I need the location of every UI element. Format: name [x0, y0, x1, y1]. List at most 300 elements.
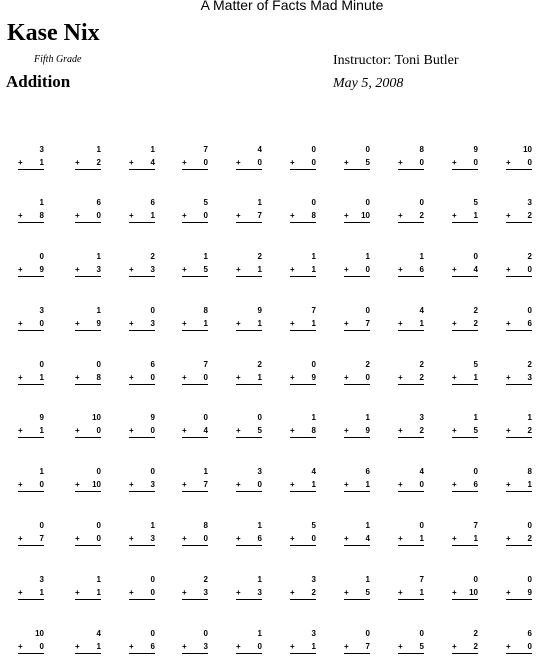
- addition-problem: [506, 145, 532, 170]
- answer-rule: [18, 384, 44, 385]
- addend-bottom-line: [18, 264, 44, 275]
- addend-bottom-line: [18, 318, 44, 329]
- plus-operator: +: [75, 642, 80, 651]
- addend-bottom-line: [129, 587, 155, 598]
- addend-top: 0: [150, 575, 155, 584]
- plus-operator: +: [290, 319, 295, 328]
- addition-problem: [129, 575, 155, 600]
- addend-top: 1: [96, 575, 101, 584]
- addend-bottom: 1: [257, 319, 262, 328]
- addend-bottom-line: [182, 641, 208, 652]
- addend-bottom-line: [75, 210, 101, 221]
- answer-rule: [182, 437, 208, 438]
- addend-bottom: 1: [96, 588, 101, 597]
- addend-bottom: 1: [311, 480, 316, 489]
- addition-problem: [182, 521, 208, 546]
- addend-top: 7: [203, 360, 208, 369]
- addition-problem: [182, 145, 208, 170]
- answer-rule: [236, 276, 262, 277]
- plus-operator: +: [18, 319, 23, 328]
- addend-bottom: 0: [150, 426, 155, 435]
- plus-operator: +: [236, 265, 241, 274]
- addend-top: 2: [419, 360, 424, 369]
- plus-operator: +: [344, 426, 349, 435]
- addend-bottom-line: [290, 318, 316, 329]
- answer-rule: [506, 169, 532, 170]
- addend-bottom: 1: [203, 319, 208, 328]
- addition-problem: [236, 575, 262, 600]
- answer-rule: [129, 545, 155, 546]
- addition-problem: [290, 629, 316, 654]
- addition-problem: [182, 629, 208, 654]
- addend-top: 7: [203, 145, 208, 154]
- answer-rule: [290, 599, 316, 600]
- answer-rule: [129, 437, 155, 438]
- answer-rule: [398, 276, 424, 277]
- addition-problem: [129, 306, 155, 331]
- plus-operator: +: [506, 588, 511, 597]
- addend-bottom-line: [452, 157, 478, 168]
- plus-operator: +: [344, 588, 349, 597]
- addend-top: 8: [419, 145, 424, 154]
- plus-operator: +: [182, 373, 187, 382]
- addend-top: 3: [257, 467, 262, 476]
- addition-problem: [290, 198, 316, 223]
- addend-bottom-line: [344, 264, 370, 275]
- answer-rule: [236, 222, 262, 223]
- addition-problem: [182, 360, 208, 385]
- addition-problem: [129, 360, 155, 385]
- plus-operator: +: [129, 373, 134, 382]
- addend-bottom: 0: [473, 158, 478, 167]
- addend-bottom-line: [182, 533, 208, 544]
- answer-rule: [398, 545, 424, 546]
- answer-rule: [344, 491, 370, 492]
- addend-bottom-line: [344, 533, 370, 544]
- addend-bottom-line: [236, 641, 262, 652]
- addend-bottom-line: [182, 372, 208, 383]
- addend-bottom: 7: [257, 211, 262, 220]
- plus-operator: +: [75, 426, 80, 435]
- answer-rule: [18, 169, 44, 170]
- plus-operator: +: [506, 158, 511, 167]
- addend-top: 10: [523, 145, 532, 154]
- answer-rule: [236, 545, 262, 546]
- addend-bottom: 8: [39, 211, 44, 220]
- addition-problem: [452, 629, 478, 654]
- plus-operator: +: [236, 642, 241, 651]
- addend-bottom: 0: [39, 480, 44, 489]
- addend-top: 0: [365, 198, 370, 207]
- addition-problem: [75, 252, 101, 277]
- addend-bottom-line: [129, 210, 155, 221]
- addition-problem: [344, 306, 370, 331]
- plus-operator: +: [75, 265, 80, 274]
- addend-top: 2: [527, 360, 532, 369]
- answer-rule: [129, 276, 155, 277]
- answer-rule: [75, 599, 101, 600]
- addend-top: 3: [527, 198, 532, 207]
- addend-bottom-line: [75, 641, 101, 652]
- addend-bottom-line: [290, 372, 316, 383]
- addend-bottom-line: [182, 425, 208, 436]
- addend-top: 9: [473, 145, 478, 154]
- addition-problem: [290, 413, 316, 438]
- plus-operator: +: [236, 426, 241, 435]
- answer-rule: [290, 437, 316, 438]
- answer-rule: [18, 653, 44, 654]
- addend-bottom: 0: [203, 158, 208, 167]
- addition-problem: [18, 467, 44, 492]
- addend-bottom-line: [398, 425, 424, 436]
- addend-top: 0: [311, 198, 316, 207]
- plus-operator: +: [290, 588, 295, 597]
- addend-top: 1: [257, 521, 262, 530]
- addition-problem: [236, 360, 262, 385]
- addend-top: 2: [150, 252, 155, 261]
- addend-bottom: 6: [257, 534, 262, 543]
- addition-problem: [182, 306, 208, 331]
- addition-problem: [506, 198, 532, 223]
- answer-rule: [290, 222, 316, 223]
- addition-problem: [18, 198, 44, 223]
- plus-operator: +: [18, 426, 23, 435]
- addend-bottom: 0: [203, 373, 208, 382]
- addend-top: 0: [419, 198, 424, 207]
- addend-bottom-line: [344, 372, 370, 383]
- addend-bottom: 1: [39, 426, 44, 435]
- addend-bottom: 1: [473, 373, 478, 382]
- addend-bottom-line: [398, 264, 424, 275]
- answer-rule: [18, 330, 44, 331]
- addition-problem: [18, 145, 44, 170]
- plus-operator: +: [182, 480, 187, 489]
- plus-operator: +: [182, 588, 187, 597]
- addend-bottom-line: [506, 157, 532, 168]
- answer-rule: [290, 169, 316, 170]
- addend-bottom: 3: [150, 265, 155, 274]
- answer-rule: [129, 491, 155, 492]
- addition-problem: [398, 413, 424, 438]
- answer-rule: [18, 437, 44, 438]
- addend-bottom: 4: [473, 265, 478, 274]
- answer-rule: [452, 330, 478, 331]
- addition-problem: [344, 145, 370, 170]
- answer-rule: [182, 222, 208, 223]
- addend-top: 3: [311, 629, 316, 638]
- answer-rule: [452, 276, 478, 277]
- addend-bottom: 7: [365, 642, 370, 651]
- addition-problem: [129, 521, 155, 546]
- addend-top: 6: [150, 360, 155, 369]
- addition-problem: [506, 360, 532, 385]
- answer-rule: [182, 491, 208, 492]
- addend-top: 0: [96, 360, 101, 369]
- addend-bottom-line: [452, 533, 478, 544]
- answer-rule: [452, 437, 478, 438]
- addend-bottom: 0: [150, 373, 155, 382]
- addition-problem: [344, 467, 370, 492]
- addition-problem: [452, 198, 478, 223]
- addend-bottom-line: [452, 264, 478, 275]
- answer-rule: [129, 169, 155, 170]
- addend-bottom: 0: [203, 211, 208, 220]
- plus-operator: +: [236, 211, 241, 220]
- answer-rule: [129, 384, 155, 385]
- addition-problem: [344, 575, 370, 600]
- addend-bottom: 0: [311, 158, 316, 167]
- addend-bottom: 1: [39, 158, 44, 167]
- addition-problem: [290, 521, 316, 546]
- addend-top: 9: [257, 306, 262, 315]
- plus-operator: +: [18, 158, 23, 167]
- plus-operator: +: [182, 642, 187, 651]
- addend-bottom: 3: [150, 534, 155, 543]
- addition-problem: [18, 306, 44, 331]
- addition-problem: [236, 521, 262, 546]
- addend-top: 0: [365, 306, 370, 315]
- addend-bottom: 2: [419, 211, 424, 220]
- addend-top: 0: [150, 467, 155, 476]
- plus-operator: +: [452, 158, 457, 167]
- answer-rule: [129, 222, 155, 223]
- addition-problem: [182, 413, 208, 438]
- addend-top: 4: [419, 467, 424, 476]
- addend-bottom: 1: [419, 588, 424, 597]
- addend-bottom-line: [75, 425, 101, 436]
- plus-operator: +: [129, 642, 134, 651]
- plus-operator: +: [75, 588, 80, 597]
- addition-problem: [398, 198, 424, 223]
- addition-problem: [452, 360, 478, 385]
- plus-operator: +: [129, 265, 134, 274]
- addend-top: 8: [203, 521, 208, 530]
- answer-rule: [236, 653, 262, 654]
- answer-rule: [452, 599, 478, 600]
- addition-problem: [506, 413, 532, 438]
- addition-problem: [75, 413, 101, 438]
- addend-bottom-line: [452, 587, 478, 598]
- addend-bottom-line: [75, 318, 101, 329]
- addend-top: 0: [203, 413, 208, 422]
- addend-top: 1: [365, 413, 370, 422]
- addition-problem: [75, 306, 101, 331]
- addend-bottom-line: [506, 533, 532, 544]
- answer-rule: [506, 276, 532, 277]
- plus-operator: +: [75, 319, 80, 328]
- addend-bottom-line: [398, 210, 424, 221]
- plus-operator: +: [398, 265, 403, 274]
- addend-bottom-line: [182, 210, 208, 221]
- answer-rule: [236, 169, 262, 170]
- answer-rule: [75, 169, 101, 170]
- addition-problem: [75, 145, 101, 170]
- addend-top: 0: [96, 467, 101, 476]
- answer-rule: [398, 491, 424, 492]
- addend-bottom-line: [129, 533, 155, 544]
- answer-rule: [398, 599, 424, 600]
- addend-top: 1: [257, 629, 262, 638]
- answer-rule: [344, 222, 370, 223]
- addend-top: 1: [419, 252, 424, 261]
- answer-rule: [236, 491, 262, 492]
- addend-bottom-line: [290, 157, 316, 168]
- addend-top: 2: [365, 360, 370, 369]
- addend-bottom-line: [236, 533, 262, 544]
- addition-problem: [344, 252, 370, 277]
- addition-problem: [506, 575, 532, 600]
- addend-top: 7: [473, 521, 478, 530]
- addend-bottom-line: [236, 587, 262, 598]
- answer-rule: [344, 384, 370, 385]
- plus-operator: +: [398, 319, 403, 328]
- addend-bottom-line: [398, 587, 424, 598]
- addend-bottom-line: [398, 533, 424, 544]
- addend-bottom: 1: [419, 319, 424, 328]
- addend-bottom-line: [18, 425, 44, 436]
- addend-top: 10: [92, 413, 101, 422]
- answer-rule: [398, 653, 424, 654]
- addend-top: 3: [39, 575, 44, 584]
- addend-top: 4: [419, 306, 424, 315]
- addition-problem: [75, 629, 101, 654]
- answer-rule: [398, 222, 424, 223]
- site-title: A Matter of Facts Mad Minute: [200, 0, 384, 13]
- addend-bottom: 0: [365, 265, 370, 274]
- addend-top: 0: [365, 629, 370, 638]
- addend-top: 1: [96, 252, 101, 261]
- addend-bottom-line: [236, 318, 262, 329]
- addend-bottom-line: [236, 479, 262, 490]
- plus-operator: +: [75, 480, 80, 489]
- addend-bottom-line: [344, 157, 370, 168]
- answer-rule: [344, 169, 370, 170]
- addend-bottom-line: [75, 264, 101, 275]
- grade-level: Fifth Grade: [34, 54, 82, 65]
- plus-operator: +: [506, 426, 511, 435]
- addend-bottom-line: [18, 157, 44, 168]
- addend-bottom-line: [182, 587, 208, 598]
- addend-top: 0: [419, 629, 424, 638]
- addend-bottom-line: [182, 318, 208, 329]
- plus-operator: +: [75, 534, 80, 543]
- instructor-name: Instructor: Toni Butler: [333, 53, 459, 68]
- addend-bottom: 3: [203, 588, 208, 597]
- plus-operator: +: [290, 480, 295, 489]
- addend-bottom-line: [129, 641, 155, 652]
- addend-top: 0: [203, 629, 208, 638]
- answer-rule: [290, 653, 316, 654]
- addend-bottom: 0: [257, 158, 262, 167]
- plus-operator: +: [344, 373, 349, 382]
- answer-rule: [75, 653, 101, 654]
- addend-bottom: 3: [150, 319, 155, 328]
- plus-operator: +: [290, 265, 295, 274]
- answer-rule: [236, 330, 262, 331]
- plus-operator: +: [129, 426, 134, 435]
- plus-operator: +: [290, 534, 295, 543]
- addition-problem: [452, 306, 478, 331]
- addend-top: 1: [311, 413, 316, 422]
- addition-problem: [75, 198, 101, 223]
- addition-problem: [398, 575, 424, 600]
- addend-bottom-line: [506, 372, 532, 383]
- addend-bottom-line: [398, 479, 424, 490]
- plus-operator: +: [452, 534, 457, 543]
- addition-problem: [398, 306, 424, 331]
- answer-rule: [182, 653, 208, 654]
- addend-bottom: 1: [473, 534, 478, 543]
- addend-bottom: 7: [39, 534, 44, 543]
- answer-rule: [506, 599, 532, 600]
- addition-problem: [236, 467, 262, 492]
- addend-top: 3: [311, 575, 316, 584]
- plus-operator: +: [236, 534, 241, 543]
- addend-top: 5: [203, 198, 208, 207]
- addition-problem: [236, 306, 262, 331]
- addend-bottom: 5: [365, 158, 370, 167]
- addend-bottom-line: [452, 318, 478, 329]
- addend-bottom: 9: [96, 319, 101, 328]
- answer-rule: [398, 384, 424, 385]
- addend-bottom-line: [75, 372, 101, 383]
- addend-bottom: 2: [311, 588, 316, 597]
- addend-bottom: 1: [311, 319, 316, 328]
- addend-bottom-line: [236, 157, 262, 168]
- addend-top: 0: [311, 145, 316, 154]
- addend-bottom: 5: [257, 426, 262, 435]
- plus-operator: +: [506, 642, 511, 651]
- addition-problem: [75, 575, 101, 600]
- addend-bottom-line: [129, 264, 155, 275]
- addend-top: 9: [150, 413, 155, 422]
- answer-rule: [129, 599, 155, 600]
- answer-rule: [506, 384, 532, 385]
- addition-problem: [290, 575, 316, 600]
- addend-top: 4: [257, 145, 262, 154]
- answer-rule: [18, 599, 44, 600]
- plus-operator: +: [182, 158, 187, 167]
- plus-operator: +: [398, 426, 403, 435]
- addend-bottom: 2: [473, 642, 478, 651]
- plus-operator: +: [398, 480, 403, 489]
- addition-problem: [506, 629, 532, 654]
- addition-problem: [129, 467, 155, 492]
- addend-top: 6: [150, 198, 155, 207]
- plus-operator: +: [236, 158, 241, 167]
- addend-bottom-line: [290, 587, 316, 598]
- addend-bottom-line: [452, 425, 478, 436]
- addend-bottom-line: [18, 533, 44, 544]
- addend-bottom: 1: [311, 265, 316, 274]
- plus-operator: +: [452, 265, 457, 274]
- addition-problem: [182, 467, 208, 492]
- addend-bottom-line: [344, 587, 370, 598]
- addend-bottom: 3: [203, 642, 208, 651]
- addend-bottom-line: [506, 587, 532, 598]
- addend-top: 7: [311, 306, 316, 315]
- answer-rule: [506, 330, 532, 331]
- addition-problem: [398, 252, 424, 277]
- plus-operator: +: [18, 265, 23, 274]
- answer-rule: [18, 276, 44, 277]
- answer-rule: [398, 437, 424, 438]
- plus-operator: +: [344, 158, 349, 167]
- addend-bottom-line: [182, 157, 208, 168]
- addend-bottom-line: [452, 479, 478, 490]
- addend-top: 1: [203, 252, 208, 261]
- addition-problem: [506, 252, 532, 277]
